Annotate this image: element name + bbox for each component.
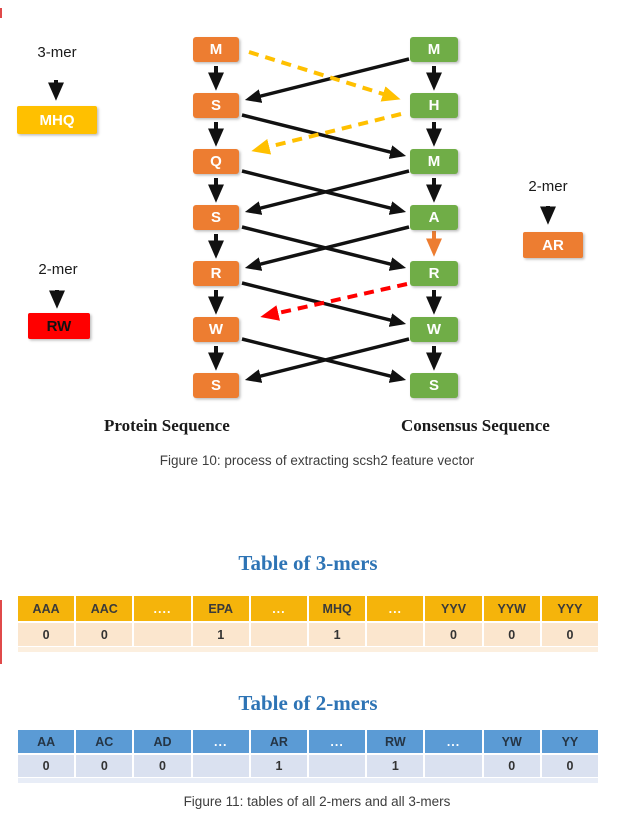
protein-residue: W [193, 317, 239, 342]
table3-ellipsis-cell: .... [134, 596, 192, 621]
table2-header-cell: AC [76, 730, 134, 753]
table2-header-cell: AR [251, 730, 309, 753]
rw-2mer-highlight-arrow-icon [265, 284, 407, 316]
dashed-arrow-icon [256, 114, 401, 150]
two-mer-right-label: 2-mer [528, 178, 568, 195]
table3-value-cell [134, 623, 192, 646]
table2-header-cell: RW [367, 730, 425, 753]
consensus-residue: A [410, 205, 458, 230]
table2-value-row [18, 755, 598, 777]
consensus-residue: R [410, 261, 458, 286]
protein-residue: S [193, 205, 239, 230]
table3-header-row [18, 596, 598, 621]
table2-header-cell: AD [134, 730, 192, 753]
table3-header-cell: EPA [193, 596, 251, 621]
table2-value-cell: 0 [76, 755, 134, 777]
consensus-residue: M [410, 37, 458, 62]
table3-ellipsis-cell: ... [251, 596, 309, 621]
table3-value-cell: 0 [76, 623, 134, 646]
annotation-arrows [56, 80, 548, 304]
two-mer-right-value-box: AR [523, 232, 583, 258]
table3-value-cell: 0 [18, 623, 76, 646]
table3-header-cell: YYV [425, 596, 483, 621]
table3-value-cell [367, 623, 425, 646]
table3-header-cell: AAA [18, 596, 76, 621]
table2-value-cell [425, 755, 483, 777]
consensus-residue: H [410, 93, 458, 118]
table2-value-cell: 0 [484, 755, 542, 777]
protein-residue: S [193, 373, 239, 398]
table2-bottom-strip [18, 778, 598, 783]
protein-residue: S [193, 93, 239, 118]
table3-header-cell: MHQ [309, 596, 367, 621]
table3-bottom-strip [18, 647, 598, 652]
protein-residue: R [193, 261, 239, 286]
three-mer-label: 3-mer [37, 44, 77, 61]
table2-value-cell: 1 [367, 755, 425, 777]
table3-value-row [18, 623, 598, 646]
dashed-arrow-icon [249, 52, 396, 98]
protein-residue: M [193, 37, 239, 62]
consensus-to-protein-arrows [249, 59, 409, 379]
table2-value-cell [309, 755, 367, 777]
table3-value-cell: 0 [484, 623, 542, 646]
table2-value-cell [193, 755, 251, 777]
table2-header-cell: YY [542, 730, 598, 753]
table3-value-cell: 1 [193, 623, 251, 646]
table2-value-cell: 0 [134, 755, 192, 777]
table2-ellipsis-cell: ... [309, 730, 367, 753]
table2-ellipsis-cell: ... [193, 730, 251, 753]
table-of-2mers [18, 730, 598, 783]
table3-value-cell [251, 623, 309, 646]
table2-value-cell: 0 [18, 755, 76, 777]
table-of-3mers-title: Table of 3-mers [238, 551, 378, 575]
table3-header-cell: YYW [484, 596, 542, 621]
table2-header-cell: YW [484, 730, 542, 753]
table2-header-row [18, 730, 598, 753]
table3-header-cell: YYY [542, 596, 598, 621]
table3-header-cell: AAC [76, 596, 134, 621]
two-mer-left-label: 2-mer [38, 261, 78, 278]
table3-ellipsis-cell: ... [367, 596, 425, 621]
left-edge-artifact [0, 600, 2, 664]
consensus-residue: S [410, 373, 458, 398]
consensus-sequence-title: Consensus Sequence [401, 416, 550, 435]
table2-header-cell: AA [18, 730, 76, 753]
consensus-residue: M [410, 149, 458, 174]
table-of-2mers-title: Table of 2-mers [238, 691, 378, 715]
figure11-caption: Figure 11: tables of all 2-mers and all 3-mers [183, 794, 451, 809]
table2-ellipsis-cell: ... [425, 730, 483, 753]
table3-value-cell: 0 [425, 623, 483, 646]
protein-residue: Q [193, 149, 239, 174]
table-of-3mers [18, 596, 598, 652]
three-mer-value-box: MHQ [17, 106, 97, 134]
two-mer-left-value-box: RW [28, 313, 90, 339]
consensus-residue: W [410, 317, 458, 342]
table2-value-cell: 0 [542, 755, 598, 777]
table2-value-cell: 1 [251, 755, 309, 777]
table3-value-cell: 0 [542, 623, 598, 646]
figure10-caption: Figure 10: process of extracting scsh2 feature vector [159, 453, 475, 468]
table3-value-cell: 1 [309, 623, 367, 646]
protein-sequence-title: Protein Sequence [104, 416, 230, 435]
